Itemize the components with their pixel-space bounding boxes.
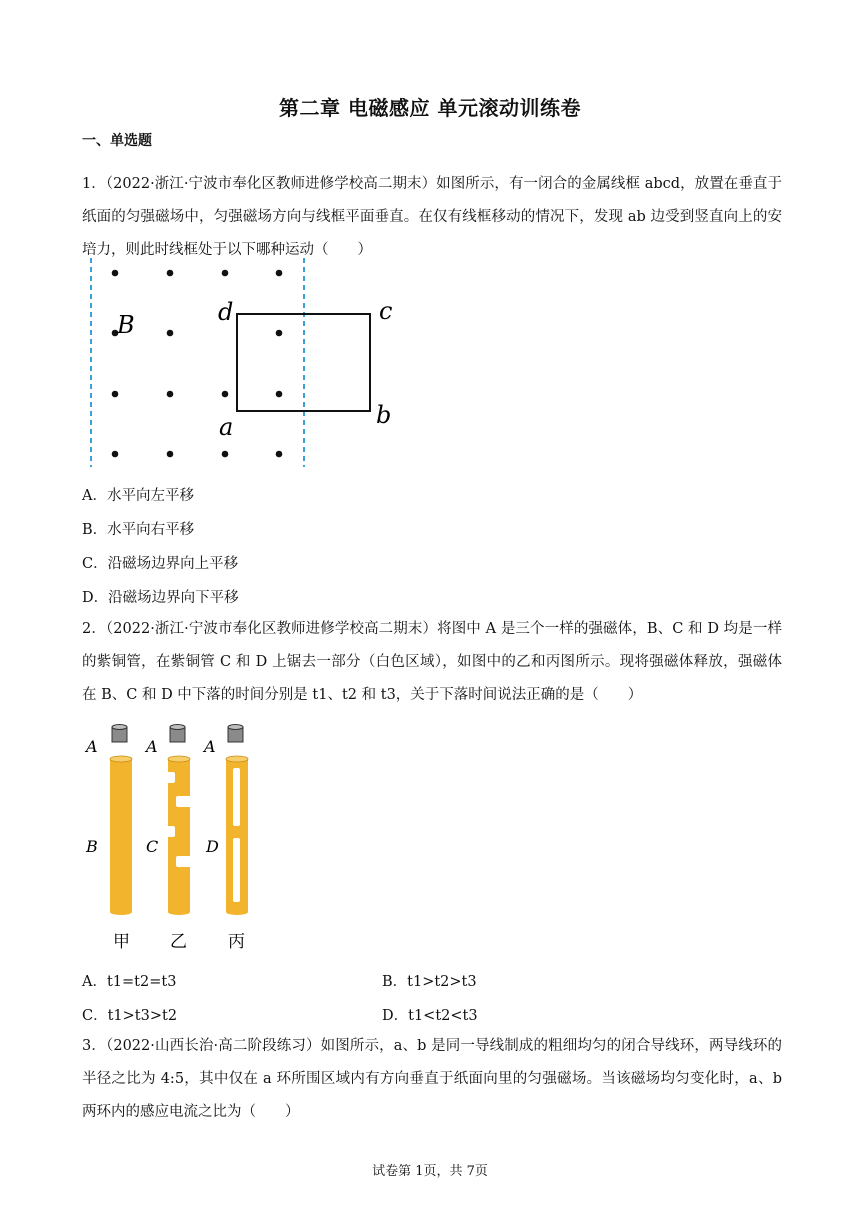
question-1-option-c: C．沿磁场边界向上平移 <box>82 556 239 572</box>
question-2-option-c: C．t1>t3>t2 <box>82 1008 178 1024</box>
page-title: 第二章 电磁感应 单元滚动训练卷 <box>279 96 581 120</box>
tube-b <box>110 756 132 915</box>
magnet-label-1: A <box>86 737 98 756</box>
tube-label-c: C <box>146 837 159 856</box>
magnet-2 <box>170 725 185 743</box>
caption-yi: 乙 <box>170 932 187 952</box>
corner-c-label: c <box>379 297 393 325</box>
question-2-text: 2．（2022·浙江·宁波市奉化区教师进修学校高二期末）将图中 A 是三个一样的强磁体，B、C 和 D 均是一样的紫铜管，在紫铜管 C 和 D 上锯去一部分（白色区域），如图中的乙和丙图所示。现将强磁体释放，强磁体在 B、C 和 D 中下落的时间分别是 t1、t2 和 t3，关于下落时间说法正确的是（ ） <box>82 621 782 703</box>
field-label: B <box>117 311 135 339</box>
question-2-option-a: A．t1=t2=t3 <box>82 974 177 990</box>
field-dots <box>112 270 283 458</box>
corner-d-label: d <box>218 298 234 326</box>
question-2-option-b: B．t1>t2>t3 <box>382 974 477 990</box>
page-footer: 试卷第 1页，共 7页 <box>372 1164 488 1179</box>
question-1-option-a: A．水平向左平移 <box>82 488 194 504</box>
tube-label-b: B <box>86 837 98 856</box>
corner-b-label: b <box>376 401 392 429</box>
magnet-label-2: A <box>146 737 158 756</box>
tube-label-d: D <box>206 837 219 856</box>
tube-c <box>166 756 192 915</box>
section-heading: 一、单选题 <box>82 133 152 149</box>
caption-jia: 甲 <box>113 932 130 952</box>
tube-d <box>226 756 248 915</box>
caption-bing: 丙 <box>228 932 245 952</box>
magnet-label-3: A <box>204 737 216 756</box>
question-2-figure <box>82 722 262 954</box>
question-1-text: 1．（2022·浙江·宁波市奉化区教师进修学校高二期末）如图所示，有一闭合的金属线框 abcd，放置在垂直于纸面的匀强磁场中，匀强磁场方向与线框平面垂直。在仅有线框移动的情况下，发现 ab 边受到竖直向上的安培力，则此时线框处于以下哪种运动（ ） <box>82 176 782 258</box>
corner-a-label: a <box>219 413 234 441</box>
question-1-figure <box>82 255 422 470</box>
question-1-option-b: B．水平向右平移 <box>82 522 195 538</box>
question-3-text: 3．（2022·山西长治·高二阶段练习）如图所示，a、b 是同一导线制成的粗细均匀的闭合导线环，两导线环的半径之比为 4:5，其中仅在 a 环所围区域内有方向垂直于纸面向里的匀强磁场。当该磁场均匀变化时，a、b 两环内的感应电流之比为（ ） <box>82 1038 782 1120</box>
magnet-1 <box>112 725 127 743</box>
question-2-option-d: D．t1<t2<t3 <box>382 1008 478 1024</box>
question-1-option-d: D．沿磁场边界向下平移 <box>82 590 239 606</box>
magnet-3 <box>228 725 243 743</box>
